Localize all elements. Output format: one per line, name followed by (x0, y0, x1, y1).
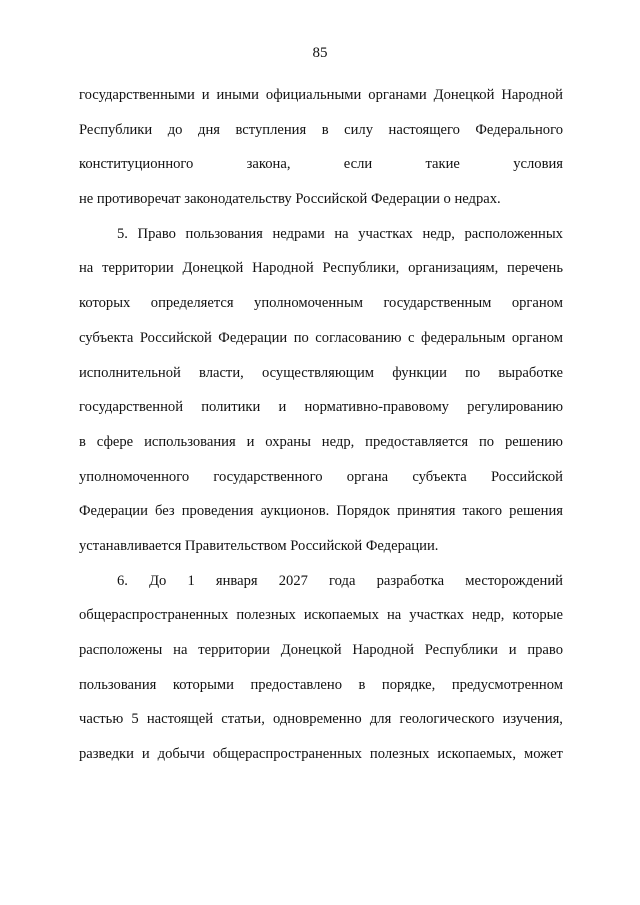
word: разведки (79, 746, 134, 763)
word: нормативно-правовому (304, 399, 449, 416)
word: охраны (265, 433, 311, 450)
word: участках (409, 607, 464, 624)
word: силу (344, 121, 374, 138)
text-line (79, 393, 563, 428)
word: Республики (79, 121, 153, 138)
word: недрами (272, 225, 325, 242)
word: государственным (383, 295, 492, 312)
text-line (79, 428, 563, 463)
text-line: устанавливается Правительством Российской Федерации. (79, 537, 439, 554)
word: общераспространенных (212, 746, 362, 763)
text-line (79, 254, 563, 289)
text-line (79, 359, 563, 394)
word: регулированию (467, 399, 563, 416)
word: в (358, 676, 366, 693)
text-line (79, 497, 563, 532)
word: января (215, 572, 258, 589)
word: 1 (187, 572, 195, 589)
word: Порядок (336, 503, 390, 520)
word: политики (201, 399, 261, 416)
word: до (167, 121, 183, 138)
text-line (79, 220, 563, 255)
word: До (149, 572, 167, 589)
word: по (478, 433, 495, 450)
word: Донецкой (280, 642, 342, 658)
word: расположены (79, 642, 163, 658)
word: и (201, 87, 210, 103)
word: Народной (501, 87, 563, 103)
text-line (79, 81, 563, 116)
word: недр, (321, 433, 355, 450)
text-line (79, 671, 563, 706)
word: конституционного (79, 156, 194, 173)
word: в (79, 433, 86, 450)
word: 5. (117, 225, 128, 242)
word: может (524, 746, 563, 763)
word: настоящего (388, 121, 460, 138)
word: которых (79, 295, 131, 312)
word: иными (216, 87, 259, 103)
text-line (79, 740, 563, 775)
word: полезных (236, 607, 296, 624)
text-line (79, 705, 563, 740)
word: и (246, 433, 255, 450)
word: недр, (422, 225, 455, 242)
word: расположенных (464, 225, 563, 242)
word: Народной (352, 642, 414, 658)
word: уполномоченного (79, 468, 190, 485)
word: организациям, (408, 260, 499, 277)
word: по (293, 329, 309, 346)
word: перечень (507, 260, 563, 277)
word: сфере (96, 433, 134, 450)
word: предоставлено (250, 676, 342, 693)
word: изучения, (502, 711, 563, 728)
word: органами (368, 87, 427, 103)
word: закона, (246, 156, 291, 173)
page-number: 85 (312, 45, 328, 61)
word: предусмотренном (451, 676, 563, 693)
word: года (329, 572, 356, 589)
word: разработка (376, 572, 445, 589)
word: и (141, 746, 150, 763)
word: федеральным (421, 329, 506, 346)
word: которыми (172, 676, 234, 693)
word: решению (504, 433, 563, 450)
word: государственными (79, 87, 195, 103)
word: на (386, 607, 402, 624)
word: которые (512, 607, 563, 624)
word: условия (513, 156, 563, 173)
word: участках (358, 225, 413, 242)
word: органом (511, 329, 563, 346)
word: уполномоченным (254, 295, 363, 312)
word: статьи, (221, 711, 265, 728)
word: определяется (150, 295, 234, 312)
text-line (79, 601, 563, 636)
text-line: не противоречат законодательству Российской Федерации о недрах. (79, 191, 501, 208)
word: с (408, 329, 415, 346)
word: официальными (265, 87, 362, 103)
word: Народной (252, 260, 314, 277)
text-line (79, 463, 563, 498)
word: для (369, 711, 392, 728)
word: Донецкой (182, 260, 244, 277)
word: право (527, 642, 563, 658)
word: по (465, 364, 481, 381)
text-line (79, 289, 563, 324)
word: частью (79, 711, 124, 728)
word: полезных (369, 746, 430, 763)
word: решения (509, 503, 563, 520)
word: 2027 (278, 572, 308, 589)
word: и (278, 399, 287, 416)
word: без (155, 503, 175, 520)
word: вступления (235, 121, 307, 138)
word: Республики (424, 642, 498, 658)
word: аукционов. (260, 503, 330, 520)
word: ископаемых, (437, 746, 517, 763)
text-line (79, 324, 563, 359)
word: ископаемых (303, 607, 379, 624)
word: на (173, 642, 188, 658)
word: недр, (471, 607, 505, 624)
word: Республики, (322, 260, 400, 277)
word: территории (102, 260, 174, 277)
word: такие (425, 156, 460, 173)
word: Донецкой (433, 87, 495, 103)
document-body (79, 81, 563, 775)
word: на (334, 225, 349, 242)
word: предоставляется (365, 433, 469, 450)
word: принятия (397, 503, 456, 520)
word: 5 (131, 711, 139, 728)
word: субъекта (412, 468, 467, 485)
text-line (79, 150, 563, 185)
word: выработке (498, 364, 563, 381)
word: геологического (399, 711, 495, 728)
word: осуществляющим (261, 364, 375, 381)
word: Федерации (79, 503, 148, 520)
text-line (79, 636, 563, 671)
word: Право (137, 225, 176, 242)
word: месторождений (465, 572, 563, 589)
text-line (79, 116, 563, 151)
word: такого (462, 503, 503, 520)
word: в (321, 121, 329, 138)
word: власти, (199, 364, 244, 381)
word: Федерального (475, 121, 563, 138)
word: органа (346, 468, 389, 485)
word: пользования (185, 225, 263, 242)
word: одновременно (273, 711, 362, 728)
word: субъекта (79, 329, 134, 346)
word: и (508, 642, 517, 658)
word: 6. (117, 572, 128, 589)
word: исполнительной (79, 364, 181, 381)
word: проведения (181, 503, 254, 520)
word: порядке, (381, 676, 436, 693)
word: общераспространенных (79, 607, 229, 624)
word: использования (144, 433, 236, 450)
word: Российской (491, 468, 563, 485)
word: добычи (157, 746, 205, 763)
word: государственного (213, 468, 323, 485)
word: согласованию (315, 329, 402, 346)
word: функции (392, 364, 447, 381)
word: пользования (79, 676, 157, 693)
word: дня (198, 121, 220, 138)
word: настоящей (146, 711, 214, 728)
word: органом (511, 295, 563, 312)
word: Российской (139, 329, 212, 346)
text-line (79, 567, 563, 602)
word: на (79, 260, 94, 277)
word: государственной (79, 399, 184, 416)
word: Федерации (218, 329, 288, 346)
word: если (343, 156, 373, 173)
word: территории (198, 642, 270, 658)
